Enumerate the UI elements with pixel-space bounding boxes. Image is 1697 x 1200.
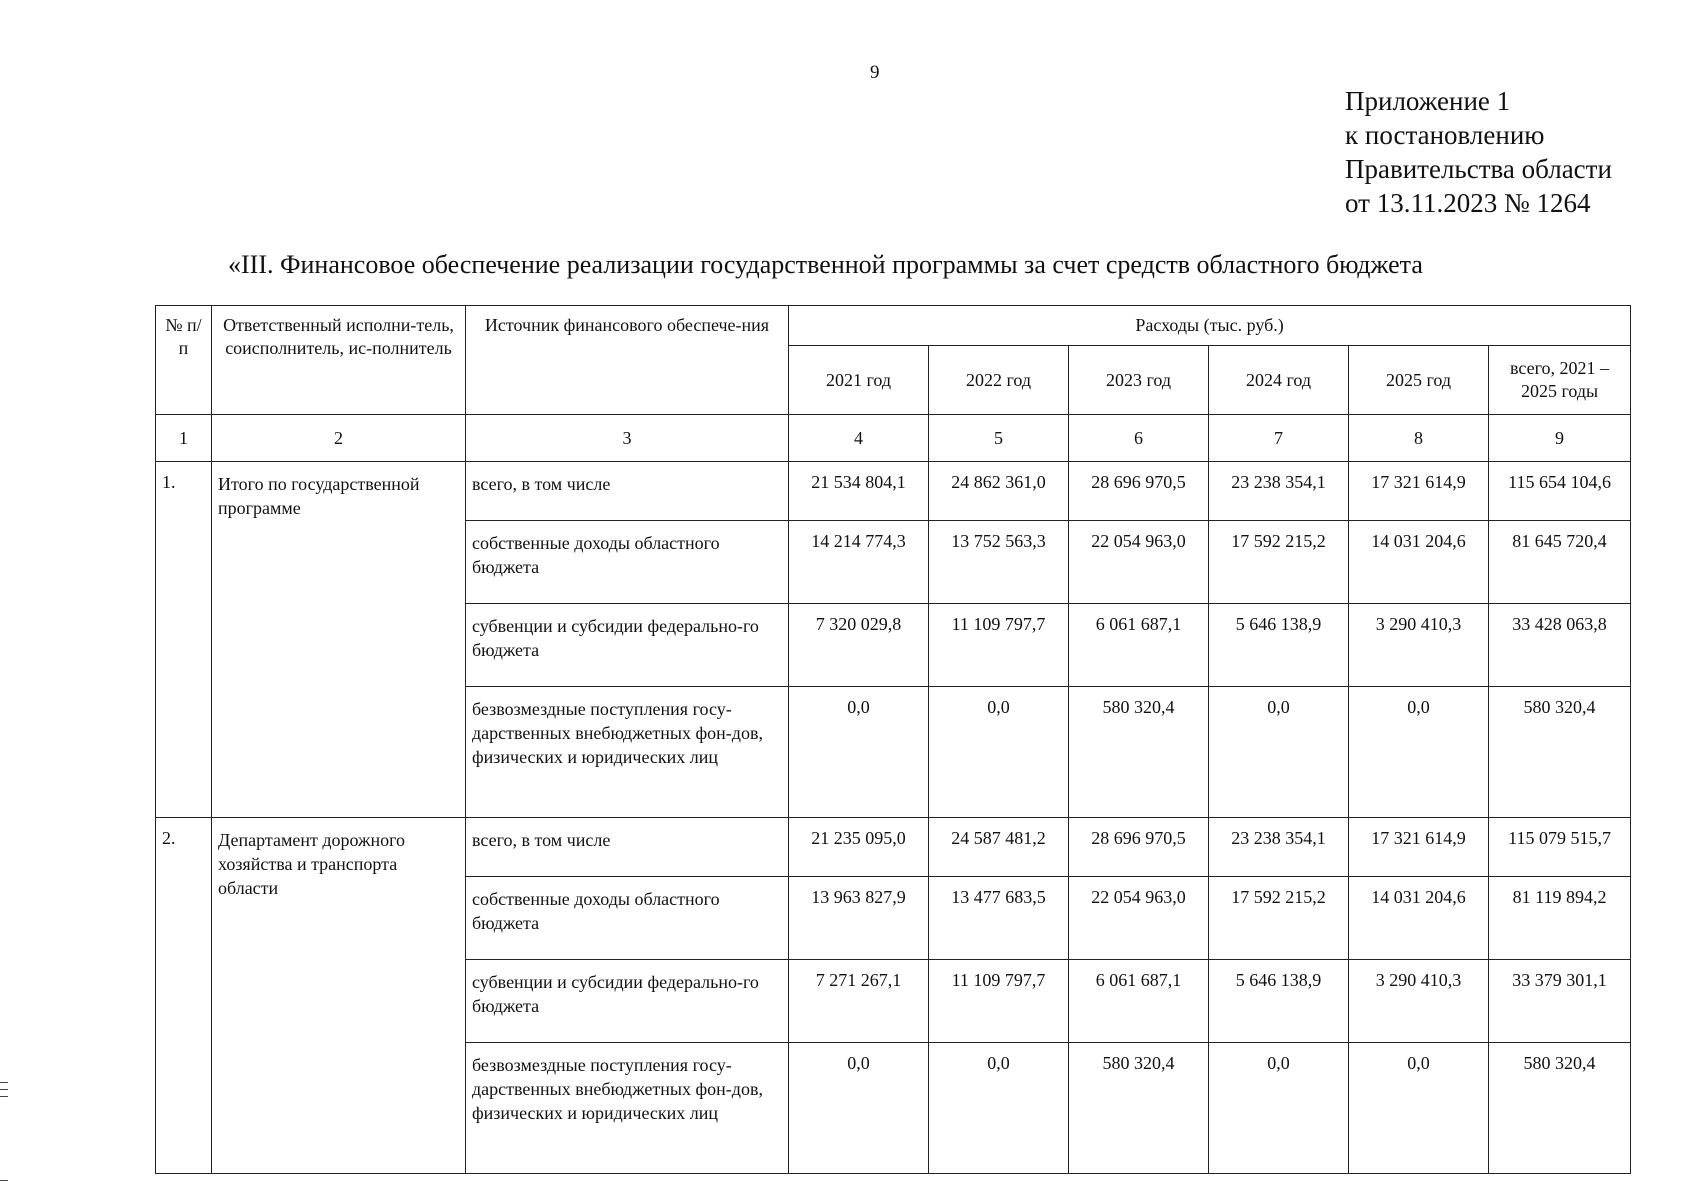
- financing-table: [155, 305, 1631, 1174]
- header-year-total: всего, 2021 – 2025 годы: [1489, 346, 1631, 415]
- source-cell: всего, в том числе: [466, 818, 789, 877]
- value-cell: 11 109 797,7: [929, 604, 1069, 687]
- appendix-line: Приложение 1: [1345, 86, 1511, 116]
- value-cell: 24 587 481,2: [929, 818, 1069, 877]
- value-cell: 0,0: [1349, 1043, 1489, 1174]
- value-cell: 17 321 614,9: [1349, 818, 1489, 877]
- scan-edge-mark: [0, 1082, 8, 1083]
- header-executor: Ответственный исполни-тель, соисполнитель, ис-полнитель: [212, 306, 466, 415]
- header-year: 2023 год: [1069, 346, 1209, 415]
- value-cell: 22 054 963,0: [1069, 877, 1209, 960]
- source-cell: безвозмездные поступления госу-дарственных внебюджетных фон-дов, физических и юридических лиц: [466, 687, 789, 818]
- column-number: 8: [1349, 415, 1489, 462]
- value-cell: 14 031 204,6: [1349, 877, 1489, 960]
- value-cell: 23 238 354,1: [1209, 818, 1349, 877]
- source-cell: субвенции и субсидии федерально-го бюджета: [466, 960, 789, 1043]
- value-cell: 580 320,4: [1489, 1043, 1631, 1174]
- column-number: 9: [1489, 415, 1631, 462]
- appendix-line: к постановлению: [1345, 120, 1545, 150]
- column-number: 1: [156, 415, 212, 462]
- value-cell: 115 654 104,6: [1489, 462, 1631, 521]
- column-number: 5: [929, 415, 1069, 462]
- scan-edge-mark: [0, 1089, 8, 1090]
- appendix-line: от 13.11.2023 № 1264: [1345, 188, 1591, 218]
- scan-edge-mark: [0, 1096, 8, 1097]
- source-cell: собственные доходы областного бюджета: [466, 521, 789, 604]
- header-year: 2021 год: [789, 346, 929, 415]
- value-cell: 17 592 215,2: [1209, 877, 1349, 960]
- group-executor: Итого по государственной программе: [212, 462, 466, 818]
- column-number: 7: [1209, 415, 1349, 462]
- header-number: № п/п: [156, 306, 212, 415]
- header-year: 2024 год: [1209, 346, 1349, 415]
- value-cell: 28 696 970,5: [1069, 818, 1209, 877]
- value-cell: 0,0: [789, 687, 929, 818]
- value-cell: 81 119 894,2: [1489, 877, 1631, 960]
- value-cell: 6 061 687,1: [1069, 960, 1209, 1043]
- header-source: Источник финансового обеспече-ния: [466, 306, 789, 415]
- header-expenses: Расходы (тыс. руб.): [789, 306, 1631, 346]
- value-cell: 5 646 138,9: [1209, 960, 1349, 1043]
- source-cell: безвозмездные поступления госу-дарственных внебюджетных фон-дов, физических и юридических лиц: [466, 1043, 789, 1174]
- column-number: 4: [789, 415, 929, 462]
- value-cell: 13 963 827,9: [789, 877, 929, 960]
- value-cell: 13 477 683,5: [929, 877, 1069, 960]
- value-cell: 0,0: [1209, 1043, 1349, 1174]
- value-cell: 6 061 687,1: [1069, 604, 1209, 687]
- appendix-line: Правительства области: [1345, 154, 1612, 184]
- group-executor: Департамент дорожного хозяйства и транспорта области: [212, 818, 466, 1174]
- value-cell: 13 752 563,3: [929, 521, 1069, 604]
- column-number: 6: [1069, 415, 1209, 462]
- value-cell: 33 379 301,1: [1489, 960, 1631, 1043]
- value-cell: 17 592 215,2: [1209, 521, 1349, 604]
- value-cell: 22 054 963,0: [1069, 521, 1209, 604]
- scan-edge-mark: [0, 1180, 8, 1181]
- value-cell: 11 109 797,7: [929, 960, 1069, 1043]
- value-cell: 23 238 354,1: [1209, 462, 1349, 521]
- value-cell: 0,0: [929, 1043, 1069, 1174]
- value-cell: 0,0: [789, 1043, 929, 1174]
- page-number: 9: [870, 62, 880, 83]
- column-number: 3: [466, 415, 789, 462]
- value-cell: 33 428 063,8: [1489, 604, 1631, 687]
- value-cell: 0,0: [1209, 687, 1349, 818]
- table-row: [156, 462, 1631, 521]
- value-cell: 580 320,4: [1069, 1043, 1209, 1174]
- value-cell: 14 214 774,3: [789, 521, 929, 604]
- value-cell: 21 235 095,0: [789, 818, 929, 877]
- value-cell: 81 645 720,4: [1489, 521, 1631, 604]
- source-cell: всего, в том числе: [466, 462, 789, 521]
- group-index: 2.: [156, 818, 212, 1174]
- value-cell: 0,0: [1349, 687, 1489, 818]
- value-cell: 5 646 138,9: [1209, 604, 1349, 687]
- value-cell: 3 290 410,3: [1349, 960, 1489, 1043]
- value-cell: 7 271 267,1: [789, 960, 929, 1043]
- group-index: 1.: [156, 462, 212, 818]
- header-year: 2025 год: [1349, 346, 1489, 415]
- header-year: 2022 год: [929, 346, 1069, 415]
- value-cell: 21 534 804,1: [789, 462, 929, 521]
- source-cell: собственные доходы областного бюджета: [466, 877, 789, 960]
- source-cell: субвенции и субсидии федерально-го бюджета: [466, 604, 789, 687]
- value-cell: 580 320,4: [1069, 687, 1209, 818]
- column-number: 2: [212, 415, 466, 462]
- value-cell: 24 862 361,0: [929, 462, 1069, 521]
- section-title: «III. Финансовое обеспечение реализации государственной программы за счет средств областного бюджета: [228, 250, 1423, 279]
- value-cell: 580 320,4: [1489, 687, 1631, 818]
- value-cell: 14 031 204,6: [1349, 521, 1489, 604]
- value-cell: 7 320 029,8: [789, 604, 929, 687]
- value-cell: 115 079 515,7: [1489, 818, 1631, 877]
- table-row: [156, 818, 1631, 877]
- value-cell: 3 290 410,3: [1349, 604, 1489, 687]
- column-number-row: [156, 415, 1631, 462]
- value-cell: 28 696 970,5: [1069, 462, 1209, 521]
- header-row: [156, 306, 1631, 346]
- value-cell: 17 321 614,9: [1349, 462, 1489, 521]
- value-cell: 0,0: [929, 687, 1069, 818]
- appendix-block: [1345, 84, 1612, 220]
